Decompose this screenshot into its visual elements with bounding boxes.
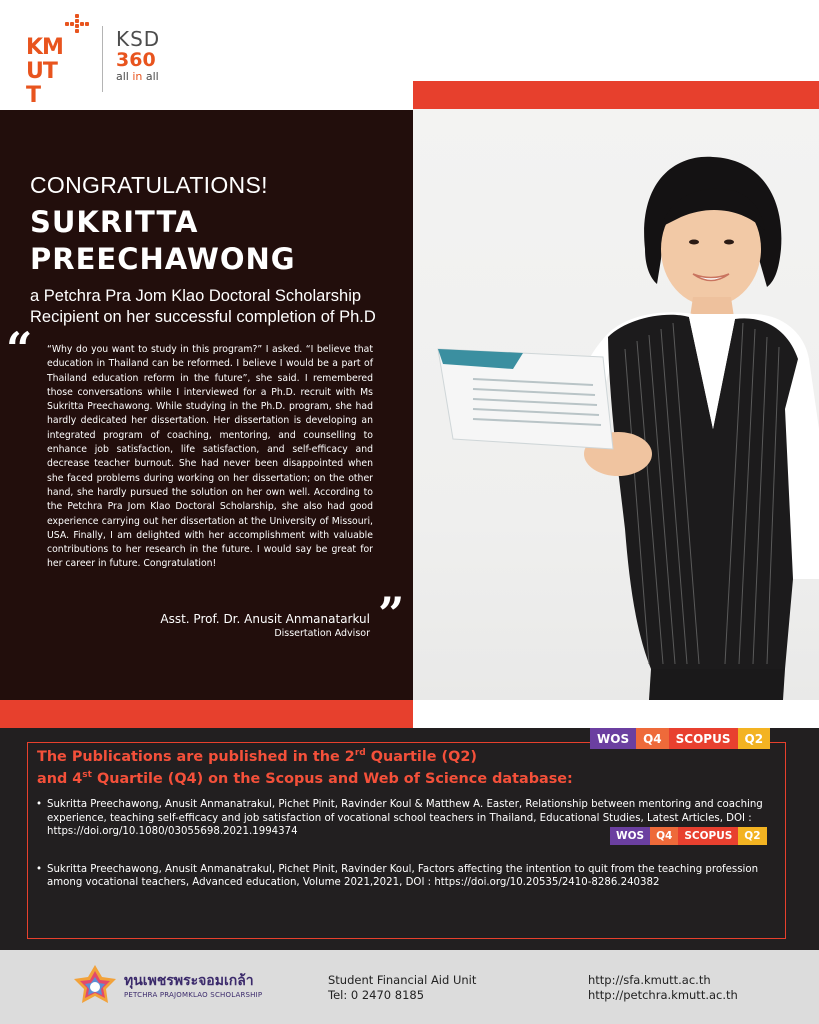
accent-bar-bottom (0, 700, 413, 728)
kmutt-logo (26, 14, 94, 108)
recipient-photo (413, 109, 819, 700)
ksd360-logo (116, 28, 186, 92)
recipient-first-name: SUKRITTA (30, 205, 199, 239)
scopus-badge: SCOPUS (669, 728, 738, 749)
publication-index-badges (610, 827, 767, 845)
petchra-website-link[interactable]: http://petchra.kmutt.ac.th (588, 988, 738, 1002)
wos-quartile-badge: Q4 (636, 728, 669, 749)
scopus-badge: SCOPUS (678, 827, 738, 845)
recipient-name (30, 204, 410, 278)
wos-badge: WOS (610, 827, 650, 845)
close-quote-icon: ” (378, 587, 405, 641)
publications-heading-line-1: The Publications are published in the 2rd Quartile (Q2) (37, 748, 477, 765)
header-divider (102, 26, 103, 92)
scholarship-name-thai: ทุนเพชรพระจอมเกล้า (124, 973, 254, 989)
wos-badge: WOS (590, 728, 636, 749)
advisor-name: Asst. Prof. Dr. Anusit Anmanatarkul (160, 612, 370, 626)
office-name: Student Financial Aid Unit (328, 973, 477, 987)
right-eye (724, 240, 734, 245)
publication-item: • Sukritta Preechawong, Anusit Anmanatrakul, Pichet Pinit, Ravinder Koul, Factors affecting the intention to quit from the teaching profession among vocational teachers, Advanced education, Volume 2021,2021, DOI : https://doi.org/10.20535/2410-8286.240382 (36, 863, 782, 890)
scholarship-subtitle (30, 286, 412, 328)
petchra-scholarship-logo-icon (72, 963, 118, 1009)
scholarship-name-english: PETCHRA PRAJOMKLAO SCHOLARSHIP (124, 991, 263, 999)
ksd-logo-title: KSD (116, 27, 161, 51)
accent-bar-top (413, 81, 819, 109)
publications-heading-line-2: and 4st Quartile (Q4) on the Scopus and Web of Science database: (37, 770, 573, 787)
open-quote-icon: “ (6, 322, 33, 376)
publication-item: • Sukritta Preechawong, Anusit Anmanatrakul, Pichet Pinit, Ravinder Koul & Matthew A. Easter, Relationship between mentoring and coaching experience, teaching self-efficacy and job satisfaction of vocational school teachers in Thailand, Educational Studies, Latest Articles, DOI : https://doi.org/10.1080/03055698.2021.1994374 (36, 798, 782, 839)
office-phone: Tel: 0 2470 8185 (328, 988, 425, 1002)
advisor-role: Dissertation Advisor (274, 628, 370, 639)
publications-heading (37, 746, 757, 790)
recipient-last-name: PREECHAWONG (30, 242, 296, 276)
congratulations-heading: CONGRATULATIONS! (30, 172, 268, 198)
kmutt-logo-text: KMUTT (26, 35, 63, 108)
subtitle-line-1: a Petchra Pra Jom Klao Doctoral Scholarship (30, 287, 362, 305)
ksd-logo-number: 360 (116, 49, 156, 71)
scopus-quartile-badge: Q2 (738, 827, 766, 845)
wos-quartile-badge: Q4 (650, 827, 678, 845)
trousers (649, 669, 785, 700)
subtitle-line-2: Recipient on her successful completion of Ph.D (30, 308, 376, 326)
left-eye (689, 240, 699, 245)
scopus-quartile-badge: Q2 (738, 728, 771, 749)
ksd-logo-tagline: all in all (116, 70, 159, 83)
portrait-illustration (413, 109, 819, 700)
sfa-website-link[interactable]: http://sfa.kmutt.ac.th (588, 973, 711, 987)
advisor-quote: “Why do you want to study in this program?” I asked. “I believe that education in Thailand can be reformed. I believe I would be a part of Thailand education reform in the future”, she said. I remembered those conversations while I interviewed for a Ph.D. recruit with Ms Sukritta Preechawong. While studying in the Ph.D. program, she had hardly dedicated her dissertation. Her dissertation is developing an integrated program of coaching, mentoring, and counselling to enhance job satisfaction, life satisfaction, and self-efficacy and decrease teacher burnout. She had never been disappointed when she faced problems during working on her dissertation; on the other hand, she hardly pursued the solution on her own well. According to the Petchra Pra Jom Klao Doctoral Scholarship, she also had good experience carrying out her dissertation at the University of Missouri, USA. Finally, I am delighted with her accomplishment with valuable contributions to her research in the future. I would say be great for her career in future. Congratulation! (47, 344, 373, 570)
